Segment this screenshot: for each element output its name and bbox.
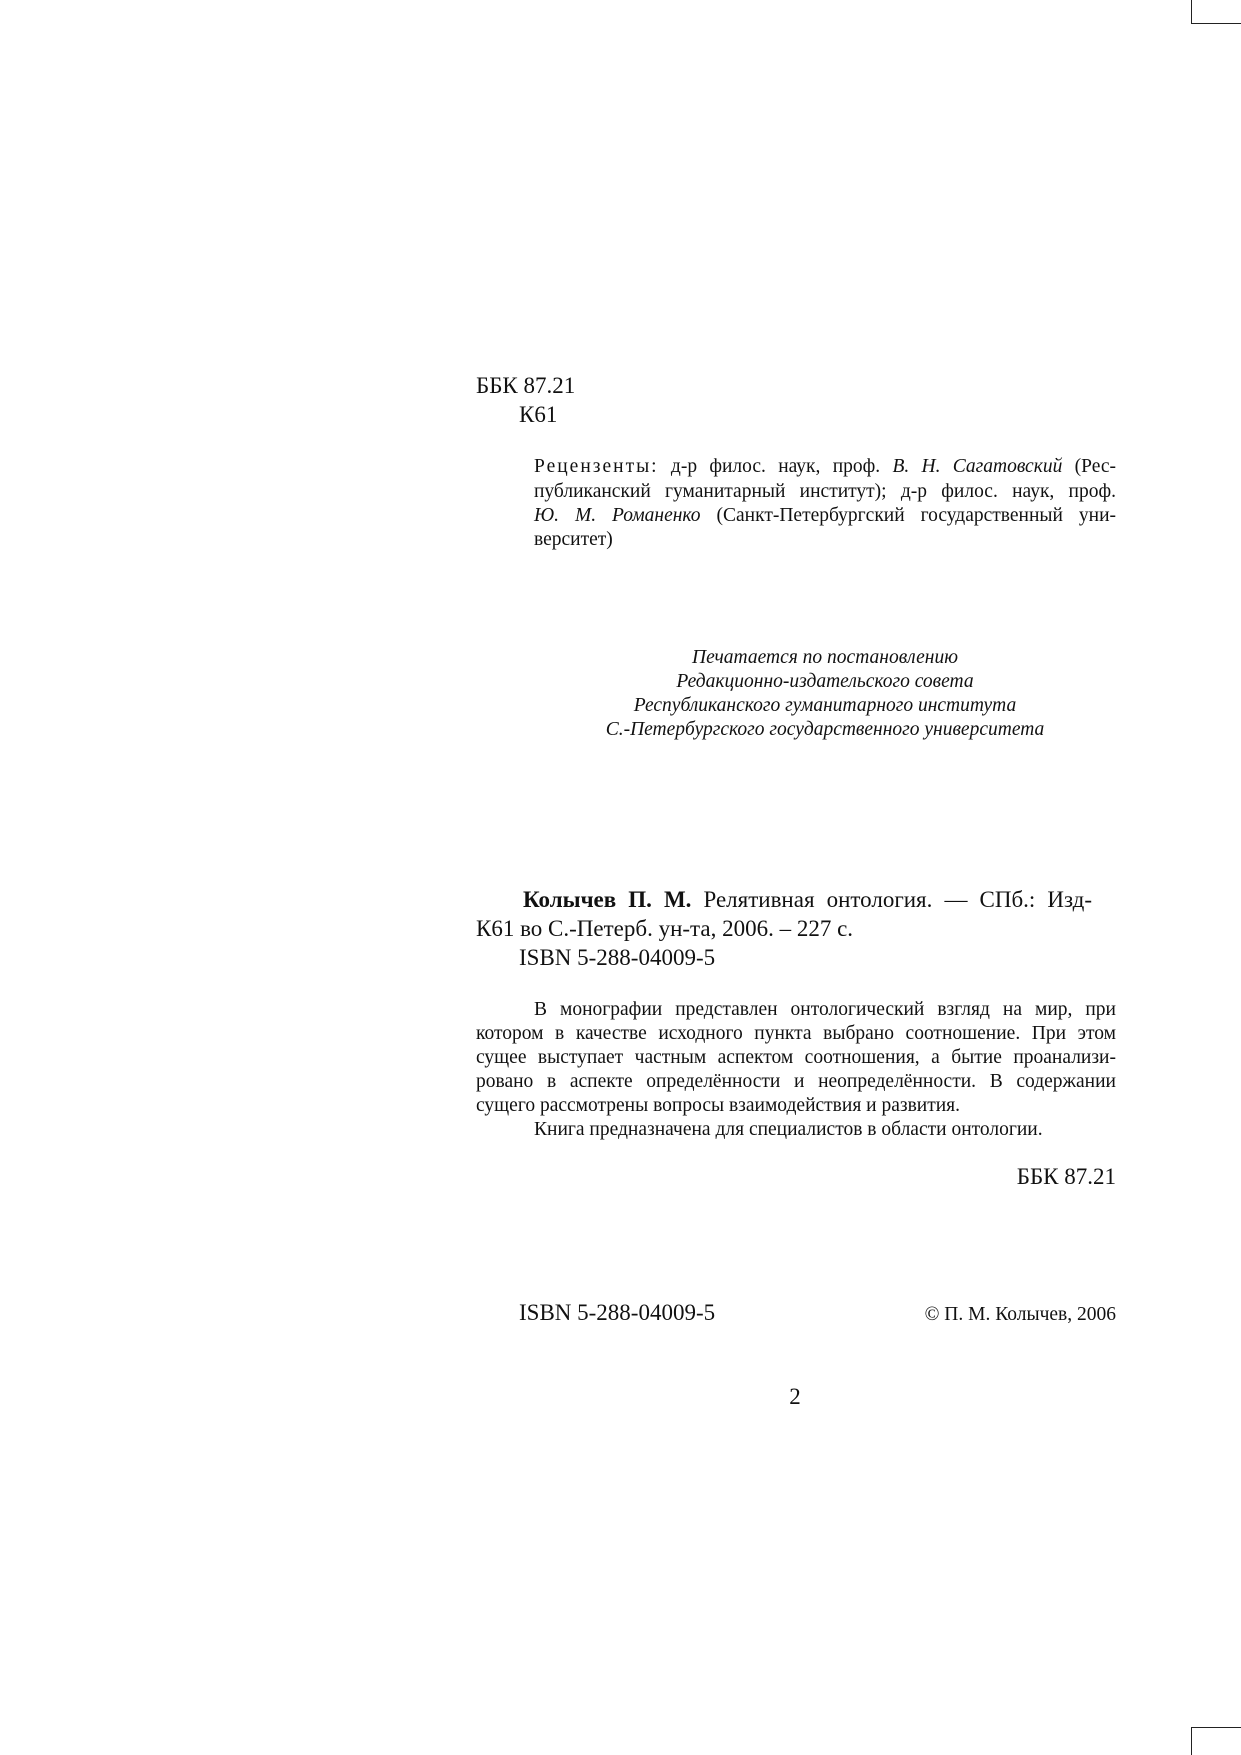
abstract-line-3: сущее выступает частным аспектом соотношения, а бытие проанализи- (476, 1047, 1116, 1068)
imprimatur-line-2: Редакционно-издательского совета (676, 671, 974, 692)
crop-mark-bottom-horizontal (1191, 1727, 1241, 1728)
imprimatur-line-4: С.-Петербургского государственного университета (605, 719, 1045, 740)
citation-author: Колычев П. М. (523, 887, 692, 912)
abstract-line-2: котором в качестве исходного пункта выбрано соотношение. При этом (476, 1023, 1116, 1044)
abstract-line-5: сущего рассмотрены вопросы взаимодействия и развития. (476, 1095, 961, 1116)
crop-mark-bottom-vertical (1191, 1727, 1192, 1755)
imprimatur-line-3: Республиканского гуманитарного института (633, 695, 1017, 716)
reviewers-line-4: верситет) (534, 529, 613, 550)
citation-isbn: ISBN 5-288-04009-5 (519, 945, 716, 970)
footer-isbn: ISBN 5-288-04009-5 (519, 1300, 716, 1325)
author-code: К61 (519, 402, 558, 427)
reviewer-name-1: В. Н. Сагатовский (892, 456, 1063, 477)
abstract-line-1: В монографии представлен онтологический взгляд на мир, при (534, 999, 1116, 1020)
bbk-classification: ББК 87.21 (476, 373, 576, 398)
abstract-line-4: ровано в аспекте определённости и неопределённости. В содержании (476, 1071, 1116, 1092)
reviewers-line-3: Ю. М. Романенко (Санкт-Петербургский государственный уни- (534, 505, 1116, 526)
imprimatur-line-1: Печатается по постановлению (692, 647, 958, 668)
citation-code: К61 (476, 916, 515, 941)
crop-mark-top-vertical (1191, 0, 1192, 24)
reviewers-label: Рецензенты: (534, 456, 659, 477)
reviewers-line-2: публиканский гуманитарный институт); д-р филос. наук, проф. (534, 481, 1116, 502)
abstract-purpose: Книга предназначена для специалистов в области онтологии. (534, 1119, 1043, 1140)
page-number: 2 (789, 1384, 801, 1409)
abstract-bbk: ББК 87.21 (1016, 1164, 1116, 1189)
crop-mark-top-horizontal (1191, 23, 1241, 24)
reviewers-line-1: Рецензенты: д-р филос. наук, проф. В. Н. Сагатовский (Рес- (534, 456, 1116, 477)
reviewer-name-2: Ю. М. Романенко (534, 505, 701, 526)
citation-line-1: Колычев П. М. Релятивная онтология. — СПб.: Изд- (523, 887, 1092, 912)
citation-line-2: К61 во С.-Петерб. ун-та, 2006. – 227 с. (476, 916, 854, 941)
copyright-notice: © П. М. Колычев, 2006 (924, 1304, 1116, 1325)
